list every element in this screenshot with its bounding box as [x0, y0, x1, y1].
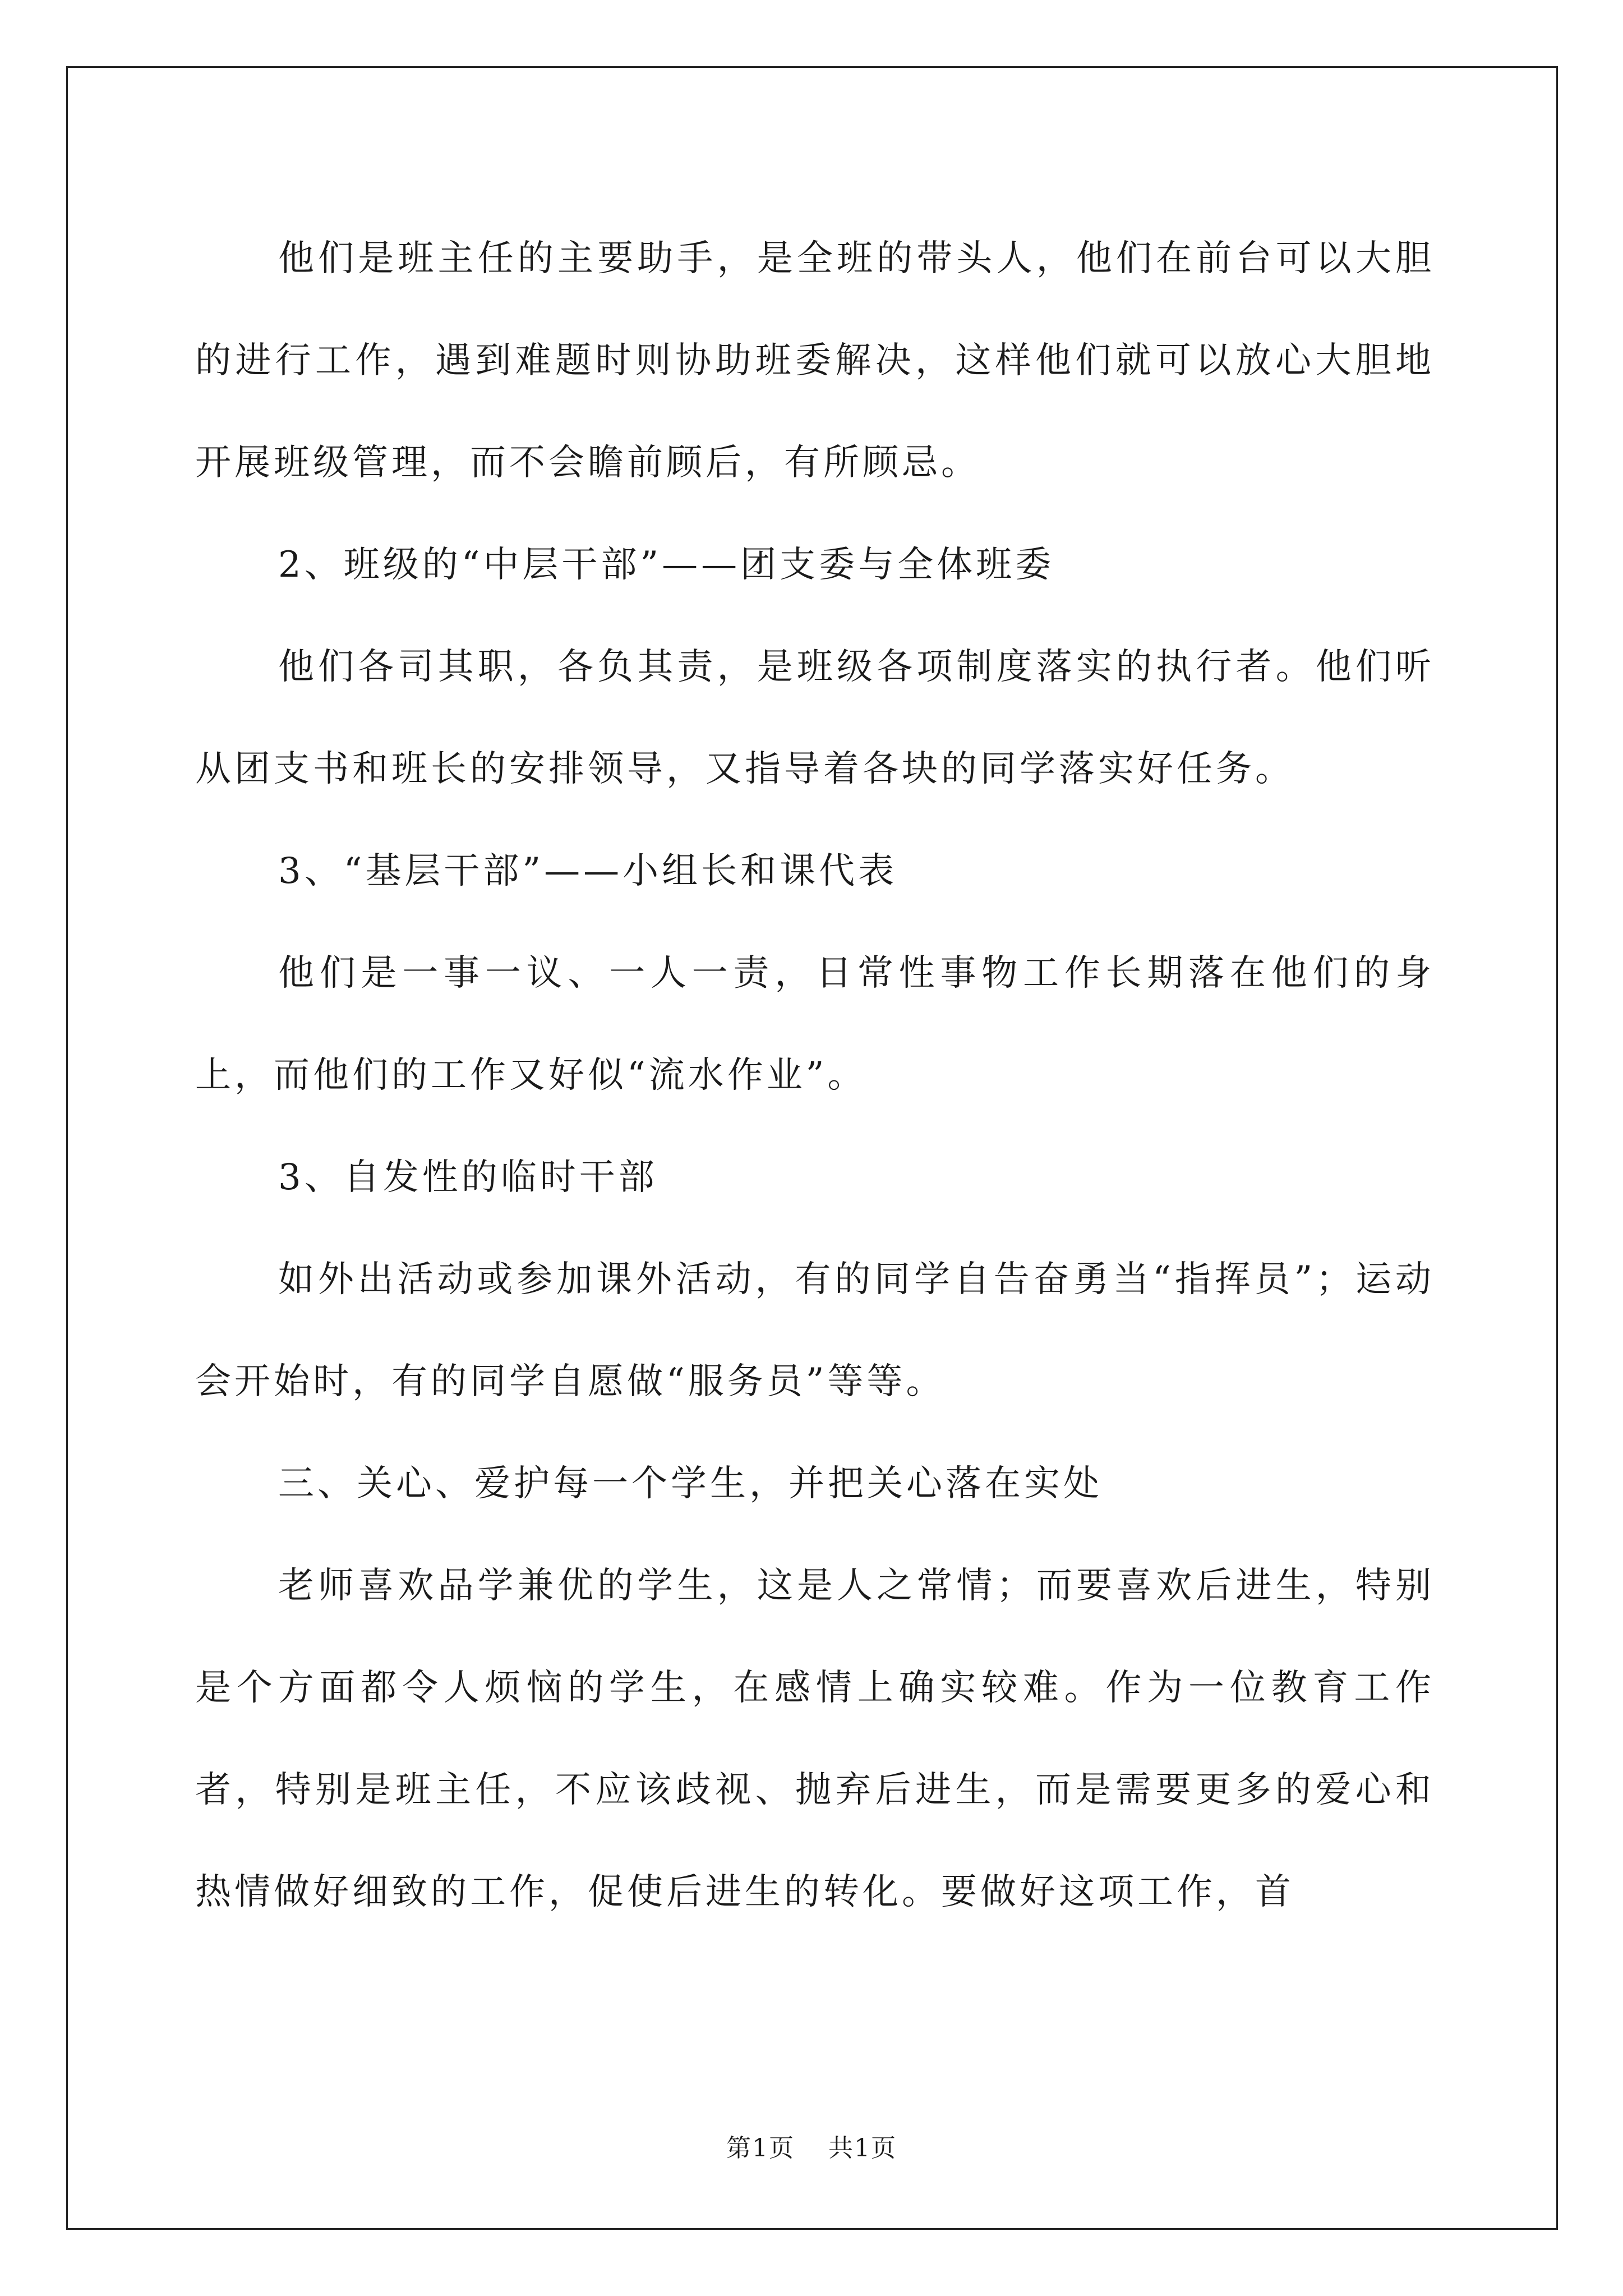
page-footer [0, 2132, 1623, 2165]
paragraph: 他们是班主任的主要助手，是全班的带头人，他们在前台可以大胆的进行工作，遇到难题时则协助班委解决，这样他们就可以放心大胆地开展班级管理，而不会瞻前顾后，有所顾忌。 [195, 238, 1435, 484]
paragraph: 他们各司其职，各负其责，是班级各项制度落实的执行者。他们听从团支书和班长的安排领导，又指导着各块的同学落实好任务。 [195, 646, 1435, 790]
paragraph: 老师喜欢品学兼优的学生，这是人之常情；而要喜欢后进生，特别是个方面都令人烦恼的学生，在感情上确实较难。作为一位教育工作者，特别是班主任，不应该歧视、抛弃后进生，而是需要更多的爱心和热情做好细致的工作，促使后进生的转化。要做好这项工作，首 [195, 1565, 1435, 1913]
document-body [195, 208, 1435, 1943]
page-number: 第1页 [726, 2134, 795, 2162]
section-heading: 2、班级的“中层干部”——团支委与全体班委 [278, 544, 1055, 586]
section-heading: 3、“基层干部”——小组长和课代表 [278, 850, 898, 892]
paragraph: 如外出活动或参加课外活动，有的同学自告奋勇当“指挥员”；运动会开始时，有的同学自愿做“服务员”等等。 [195, 1259, 1435, 1402]
section-heading: 三、关心、爱护每一个学生，并把关心落在实处 [278, 1463, 1103, 1504]
paragraph: 他们是一事一议、一人一责，日常性事物工作长期落在他们的身上，而他们的工作又好似“流水作业”。 [195, 953, 1435, 1096]
section-heading: 3、自发性的临时干部 [278, 1157, 658, 1198]
page-total: 共1页 [828, 2134, 897, 2162]
